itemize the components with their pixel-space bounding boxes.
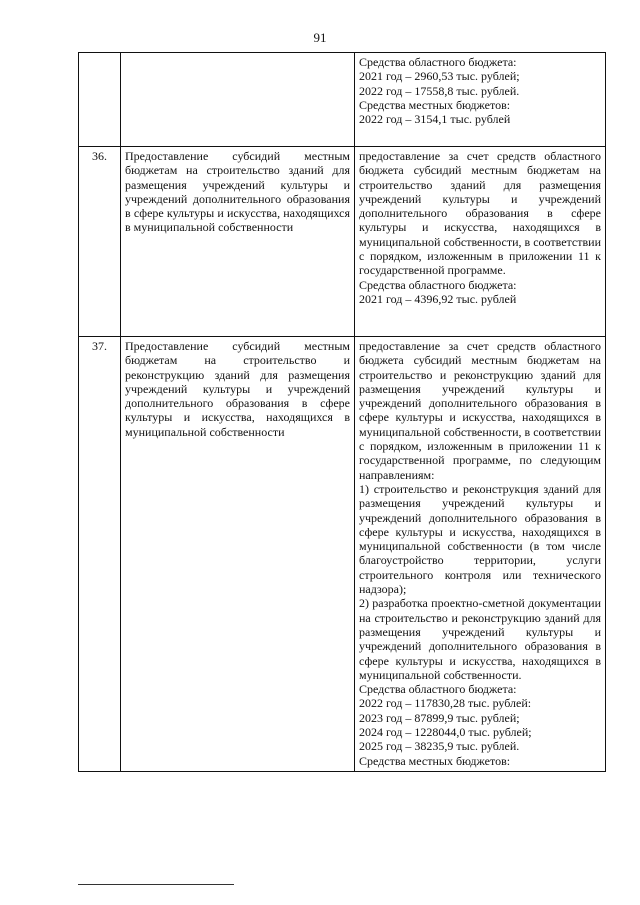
budget-line: 2023 год – 87899,9 тыс. рублей; [359,710,520,725]
budget-line: Средства областного бюджета: [359,277,517,292]
row-number: 37. [79,337,121,772]
budget-line: Средства областного бюджета: [359,682,517,697]
measure-description [355,147,606,337]
budget-line: 2025 год – 38235,9 тыс. рублей. [359,739,520,754]
table-row [79,337,606,772]
page-number: 91 [313,30,327,45]
budget-line: 2021 год – 2960,53 тыс. рублей; [359,69,520,84]
budget-line: 2024 год – 1228044,0 тыс. рублей; [359,725,532,740]
budget-line: 2022 год – 117830,28 тыс. рублей: [359,696,532,711]
description-paragraph: предоставление за счет средств областного бюджета субсидий местным бюджетам на строительство зданий для размещения учреждений культуры и учреждений дополнительного образования в сфере культуры и искусства, находящихся в муниципальной собственности, в соответствии с порядком, изложенным в приложении 11 к государственной программе. [359,149,601,278]
measure-name: Предоставление субсидий местным бюджетам на строительство и реконструкцию зданий для размещения учреждений культуры и учреждений дополнительного образования в сфере культуры и искусства, находящихся в муниципальной собственности [121,337,355,772]
budget-line: 2021 год – 4396,92 тыс. рублей [359,291,517,306]
table-row [79,147,606,337]
measure-name [121,53,355,147]
footer-divider [78,884,234,885]
measure-description [355,53,606,147]
budget-line: 2022 год – 17558,8 тыс. рублей. [359,83,520,98]
budget-line: Средства местных бюджетов: [359,97,511,112]
row-number: 36. [79,147,121,337]
table-row [79,53,606,147]
budget-line: 2022 год – 3154,1 тыс. рублей [359,112,511,127]
row-number [79,53,121,147]
program-measures-table [78,52,606,772]
measure-name: Предоставление субсидий местным бюджетам на строительство зданий для размещения учреждений культуры и учреждений дополнительного образования в сфере культуры и искусства, находящихся в муниципальной собственности [121,147,355,337]
description-paragraph: 1) строительство и реконструкция зданий для размещения учреждений культуры и учреждений дополнительного образования в сфере культуры и искусства, находящихся в муниципальной собственности (в том числе благоустройство территории, услуги строительного контроля или технического надзора); [359,481,601,597]
description-paragraph: 2) разработка проектно-сметной документации на строительство и реконструкцию зданий для размещения учреждений культуры и учреждений дополнительного образования в сфере культуры и искусства, находящихся в муниципальной собственности. [359,596,601,682]
budget-line: Средства областного бюджета: [359,55,517,69]
description-paragraph: предоставление за счет средств областного бюджета субсидий местным бюджетам на строительство и реконструкцию зданий для размещения учреждений культуры и учреждений дополнительного образования в сфере культуры и искусства, находящихся в муниципальной собственности, в соответствии с порядком, изложенным в приложении 11 к государственной программе, по следующим направлениям: [359,339,601,482]
measure-description [355,337,606,772]
budget-line: Средства местных бюджетов: [359,753,511,768]
